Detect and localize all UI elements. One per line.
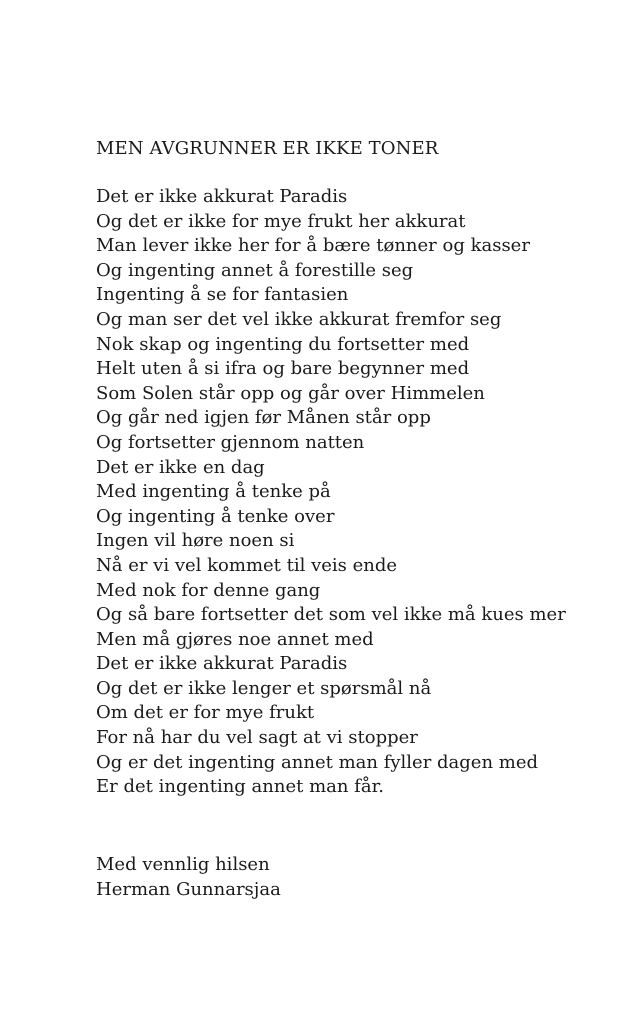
poem-line: Om det er for mye frukt bbox=[96, 702, 315, 724]
poem-line: Og er det ingenting annet man fyller dagen med bbox=[96, 751, 539, 773]
poem-line: Nå er vi vel kommet til veis ende bbox=[96, 554, 398, 576]
signature-greeting: Med vennlig hilsen bbox=[96, 854, 270, 875]
poem-line: Ingenting å se for fantasien bbox=[96, 284, 349, 306]
poem-line: Man lever ikke her for å bære tønner og kasser bbox=[96, 235, 530, 257]
poem-line: Med nok for denne gang bbox=[96, 579, 321, 601]
poem-line: Og fortsetter gjennom natten bbox=[96, 431, 365, 453]
poem-line: Det er ikke akkurat Paradis bbox=[96, 653, 348, 675]
poem-line: Med ingenting å tenke på bbox=[96, 481, 331, 503]
poem-line: Det er ikke en dag bbox=[96, 456, 265, 478]
poem-body bbox=[96, 185, 566, 800]
signature-block bbox=[96, 853, 281, 902]
poem-line: Og man ser det vel ikke akkurat fremfor seg bbox=[96, 308, 502, 330]
poem-line: Er det ingenting annet man får. bbox=[96, 776, 384, 798]
poem-line: Og ingenting å tenke over bbox=[96, 505, 335, 527]
poem-line: Helt uten å si ifra og bare begynner med bbox=[96, 358, 470, 380]
poem-title: MEN AVGRUNNER ER IKKE TONER bbox=[96, 138, 439, 159]
poem-line: Men må gjøres noe annet med bbox=[96, 628, 374, 650]
poem-line: Og så bare fortsetter det som vel ikke må kues mer bbox=[96, 604, 566, 626]
poem-line: Ingen vil høre noen si bbox=[96, 530, 295, 552]
poem-line: For nå har du vel sagt at vi stopper bbox=[96, 727, 418, 749]
poem-line: Og ingenting annet å forestille seg bbox=[96, 259, 414, 281]
poem-line: Og det er ikke for mye frukt her akkurat bbox=[96, 210, 466, 232]
poem-line: Og det er ikke lenger et spørsmål nå bbox=[96, 677, 432, 699]
poem-line: Og går ned igjen før Månen står opp bbox=[96, 407, 431, 429]
poem-line: Nok skap og ingenting du fortsetter med bbox=[96, 333, 470, 355]
poem-line: Det er ikke akkurat Paradis bbox=[96, 186, 348, 207]
poem-line: Som Solen står opp og går over Himmelen bbox=[96, 382, 485, 404]
signature-name: Herman Gunnarsjaa bbox=[96, 878, 281, 900]
